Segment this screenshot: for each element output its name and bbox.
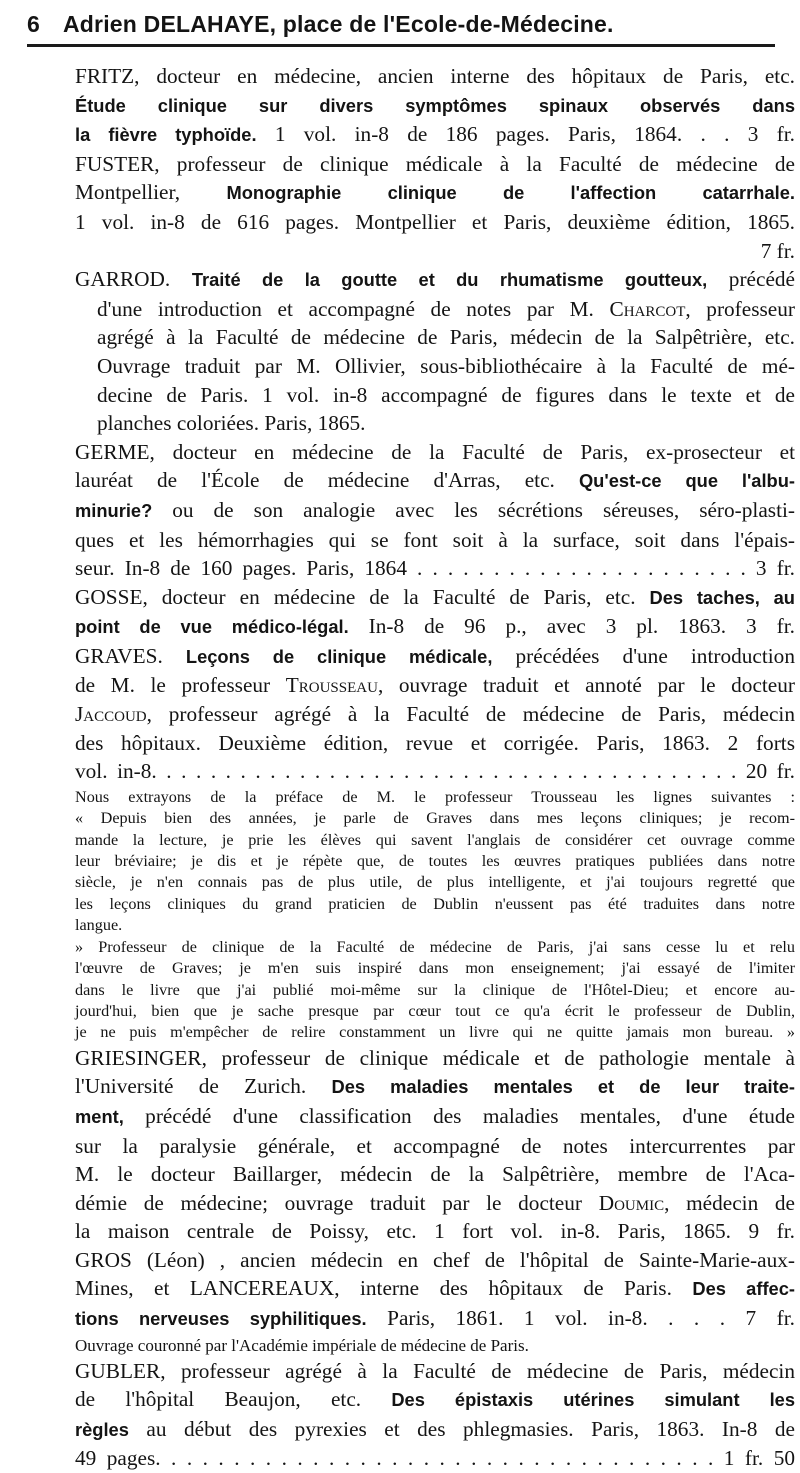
book-title: ment, xyxy=(75,1105,124,1127)
entry-line: règles au début des pyrexies et des phlegmasies. Paris, 1863. In-8 de xyxy=(75,1416,795,1441)
entry-line: de M. le professeur Trousseau, ouvrage traduit et annoté par le docteur xyxy=(75,673,796,698)
entry-line: Montpellier, Monographie clinique de l'affection catarrhale. xyxy=(75,180,795,205)
book-title: règles xyxy=(75,1418,129,1440)
entry-line: GUBLER, professeur agrégé à la Faculté de médecine de Paris, médecin xyxy=(75,1358,795,1383)
entry-line: vol. in-8. . . . . . . . . . . . . . . . . . . . . . . . . . . . . . . . . . . . . . . . 20 fr. xyxy=(75,759,795,784)
entry-line: 1 vol. in-8 de 616 pages. Montpellier et Paris, deuxième édition, 1865. xyxy=(75,209,795,234)
entry-gosse xyxy=(75,583,795,642)
book-title: Leçons de clinique médicale, xyxy=(185,645,493,667)
entry-line: l'Université de Zurich. Des maladies mentales et de leur traite- xyxy=(75,1074,795,1099)
book-title: Des taches, au xyxy=(649,586,795,608)
entry-line: M. le docteur Baillarger, médecin de la Salpêtrière, membre de l'Aca- xyxy=(75,1162,795,1187)
entry-gros xyxy=(75,1246,795,1357)
entry-line: Mines, et LANCEREAUX, interne des hôpitaux de Paris. Des affec- xyxy=(75,1276,795,1301)
entry-line: ques et les hémorrhagies qui se font soit à la surface, soit dans l'épais- xyxy=(75,527,795,552)
entry-line: Jaccoud, professeur agrégé à la Faculté de médecine de Paris, médecin xyxy=(75,702,795,727)
entry-line: minurie? ou de son analogie avec les sécrétions séreuses, séro-plasti- xyxy=(75,497,795,522)
book-title: tions nerveuses syphilitiques. xyxy=(75,1308,367,1330)
entry-germe xyxy=(75,438,795,583)
catalogue-listing xyxy=(75,62,795,1473)
entry-griesinger xyxy=(75,1044,795,1246)
entry-line: GROS (Léon) , ancien médecin en chef de l'hôpital de Sainte-Marie-aux- xyxy=(75,1247,795,1272)
book-title: Étude clinique sur divers symptômes spinaux observés dans xyxy=(75,94,795,116)
entry-fuster xyxy=(75,150,795,265)
page-number: 6 xyxy=(27,11,40,37)
entry-line: la maison centrale de Poissy, etc. 1 fort vol. in-8. Paris, 1865. 9 fr. xyxy=(75,1219,795,1244)
entry-line: démie de médecine; ouvrage traduit par le docteur Doumic, médecin de xyxy=(75,1190,795,1215)
entry-line: planches coloriées. Paris, 1865. xyxy=(97,411,366,436)
entry-line: la fièvre typhoïde. 1 vol. in-8 de 186 pages. Paris, 1864. . . 3 fr. xyxy=(75,122,795,147)
header-rule xyxy=(27,44,775,47)
entry-price: 7 fr. xyxy=(760,238,795,263)
entry-line: d'une introduction et accompagné de notes par M. Charcot, professeur xyxy=(97,296,795,321)
book-title: Monographie clinique de l'affection catarrhale. xyxy=(226,182,795,204)
entry-line: seur. In-8 de 160 pages. Paris, 1864 . . . . . . . . . . . . . . . . . . . . . . 3 fr. xyxy=(75,556,795,581)
entry-line: des hôpitaux. Deuxième édition, revue et corrigée. Paris, 1863. 2 forts xyxy=(75,730,795,755)
book-title: point de vue médico-légal. xyxy=(75,616,349,638)
entry-line: lauréat de l'École de médecine d'Arras, etc. Qu'est-ce que l'albu- xyxy=(75,468,795,493)
entry-line: sur la paralysie générale, et accompagné de notes intercurrentes par xyxy=(75,1133,795,1158)
book-title: Des affec- xyxy=(692,1278,795,1300)
entry-gubler xyxy=(75,1357,795,1473)
entry-line: GERME, docteur en médecine de la Faculté de Paris, ex-prosecteur et xyxy=(75,439,795,464)
entry-fritz xyxy=(75,62,795,150)
entry-line: agrégé à la Faculté de médecine de Paris, médecin de la Salpêtrière, etc. xyxy=(97,325,795,350)
book-title: minurie? xyxy=(75,499,153,521)
entry-line: tions nerveuses syphilitiques. Paris, 1861. 1 vol. in-8. . . . 7 fr. xyxy=(75,1306,795,1331)
entry-line: GARROD. Traité de la goutte et du rhumatisme goutteux, précédé xyxy=(75,267,795,292)
running-title: Adrien DELAHAYE, place de l'Ecole-de-Médecine. xyxy=(63,11,614,37)
entry-line: GOSSE, docteur en médecine de la Faculté de Paris, etc. Des taches, au xyxy=(75,584,795,609)
entry-line: GRAVES. Leçons de clinique médicale, précédées d'une introduction xyxy=(75,643,795,668)
entry-line: decine de Paris. 1 vol. in-8 accompagné de figures dans le texte et de xyxy=(97,382,795,407)
book-title: la fièvre typhoïde. xyxy=(75,124,257,146)
entry-line: de l'hôpital Beaujon, etc. Des épistaxis utérines simulant les xyxy=(75,1387,795,1412)
book-title: Qu'est-ce que l'albu- xyxy=(578,470,795,492)
entry-line: ment, précédé d'une classification des maladies mentales, d'une étude xyxy=(75,1103,795,1128)
entry-line: point de vue médico-légal. In-8 de 96 p., avec 3 pl. 1863. 3 fr. xyxy=(75,614,795,639)
entry-line: FUSTER, professeur de clinique médicale à la Faculté de médecine de xyxy=(75,151,795,176)
book-title: Des épistaxis utérines simulant les xyxy=(391,1389,795,1411)
entry-line: Ouvrage traduit par M. Ollivier, sous-bibliothécaire à la Faculté de mé- xyxy=(97,353,795,378)
entry-line: GRIESINGER, professeur de clinique médicale et de pathologie mentale à xyxy=(75,1045,795,1070)
book-title: Traité de la goutte et du rhumatisme goutteux, xyxy=(191,269,708,291)
entry-line xyxy=(75,91,795,121)
preface-note: Nous extrayons de la préface de M. le professeur Trousseau les lignes suivantes : « Depuis bien des années, je parle de Graves dans mes leçons cliniques; je recom- mande la lecture, je prie les élèves qui savent l'anglais de considérer cet ouvrage comme leur bréviaire; je dis et je répète que, de toutes les œuvres pratiques publiées dans notre siècle, je n'en connais pas de plus utile, de plus intelligente, et j'ai toujours regretté que les leçons cliniques du grand praticien de Dublin n'eussent pas été traduites dans notre langue. » Professeur de clinique de la Faculté de médecine de Paris, j'ai sans cesse lu et relu l'œuvre de Graves; je m'en suis inspiré dans mon enseignement; j'ai essayé de l'imiter dans le livre que j'ai publié moi-même sur la clinique de l'Hôtel-Dieu; et encore au- jourd'hui, bien que je sache presque par cœur tout ce qu'a écrit le professeur de Dublin, je ne puis m'empêcher de relire constamment un livre qui ne quitte jamais mon bureau. » xyxy=(75,787,795,1042)
page-header xyxy=(0,4,800,44)
book-title: Des maladies mentales et de leur traite- xyxy=(331,1076,795,1098)
entry-line: FRITZ, docteur en médecine, ancien interne des hôpitaux de Paris, etc. xyxy=(75,64,795,88)
award-note: Ouvrage couronné par l'Académie impériale de médecine de Paris. xyxy=(75,1335,529,1355)
entry-graves xyxy=(75,642,795,1044)
entry-line: 49 pages. . . . . . . . . . . . . . . . . . . . . . . . . . . . . . . . . . . . 1 fr. 50 xyxy=(75,1446,795,1471)
entry-garrod xyxy=(75,265,795,438)
